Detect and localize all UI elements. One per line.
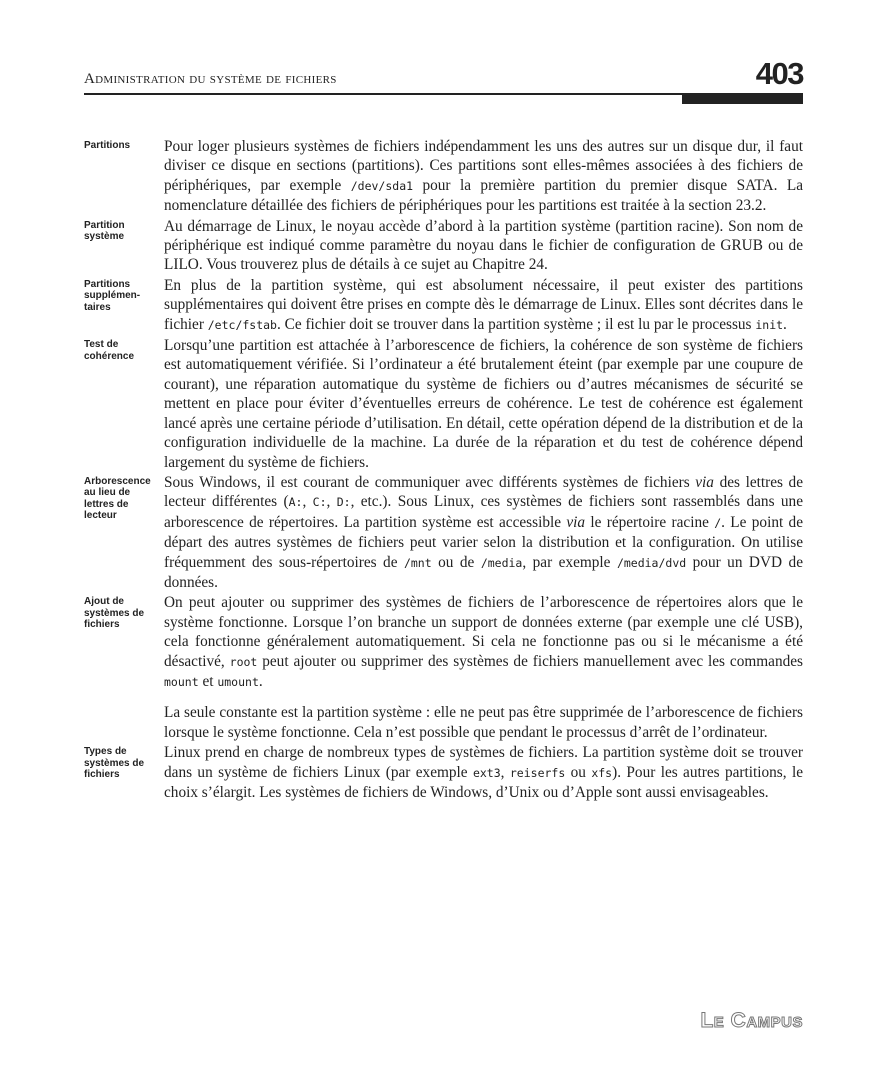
inline-code: /media/dvd <box>616 555 687 570</box>
section <box>84 593 803 692</box>
text-run: pour un DVD de données. <box>164 553 803 591</box>
text-run: Pour loger plusieurs systèmes de fichiers indépendamment les uns des autres sur un disque dur, il faut diviser ce disque en sections (partitions). Ces partitions sont elles-mêmes associées à des fichiers de périphériques, par exemple <box>164 138 803 194</box>
margin-label: Types de systèmes de fichiers <box>84 746 145 781</box>
text-run: ou de <box>431 553 481 571</box>
text-run: La seule constante est la partition système : elle ne peut pas être supprimée de l’arborescence de fichiers lorsque le système fonctionne. Cela n’est possible que pendant le processus d’arrêt de l’ordinateur. <box>164 704 803 741</box>
italic-text: via <box>566 513 586 531</box>
text-run: . <box>783 315 787 333</box>
publisher-logo: Le Campus <box>700 1009 803 1032</box>
section <box>84 137 803 216</box>
text-run: En plus de la partition système, qui est absolument nécessaire, il peut exister des partitions supplémentaires qui doivent être prises en compte dès le démarrage de Linux. Elles sont décrites dans le fichier <box>164 276 803 333</box>
inline-code: /dev/sda1 <box>350 178 414 193</box>
text-run: peut ajouter ou supprimer des systèmes de fichiers manuellement avec les commandes <box>257 652 803 670</box>
paragraph <box>164 743 803 802</box>
text-run: , <box>500 763 510 781</box>
section <box>84 703 803 742</box>
section <box>84 473 803 592</box>
text-run: Sous Windows, il est courant de communiquer avec différents systèmes de fichiers <box>164 473 696 491</box>
inline-code: /mnt <box>403 555 432 570</box>
header-rule-bar <box>682 95 803 104</box>
inline-code: umount <box>217 674 259 689</box>
text-run: , etc.). Sous Linux, ces systèmes de fichiers sont rassemblés dans une arborescence de répertoires. La partition système est accessible <box>164 493 803 531</box>
margin-label: Partitions <box>84 140 131 151</box>
inline-code: /media <box>480 555 523 570</box>
text-run: pour la première partition du premier disque SATA. La nomenclature détaillée des fichiers de périphériques pour les partitions est traitée à la section 23.2. <box>164 176 803 215</box>
inline-code: ext3 <box>472 765 501 780</box>
text-run: Lorsqu’une partition est attachée à l’arborescence de fichiers, la cohérence de son système de fichiers est automatiquement vérifiée. Si l’ordinateur a été brutalement éteint (par exemple par une coupure de courant), une réparation automatique du système de fichiers ou d’autres mécanismes de sécurité se mettent en place pour éviter d’éventuelles erreurs de cohérence. Le test de cohérence est également lancé après une certaine période d’utilisation. En détail, cette opération dépend de la distribution et de la configuration individuelle de la machine. La durée de la réparation et du test de cohérence dépend largement du système de fichiers. <box>164 337 803 471</box>
text-run: , <box>326 493 337 511</box>
inline-code: reiserfs <box>509 765 566 780</box>
margin-label: Partitions supplémen-taires <box>84 278 141 313</box>
inline-code: init <box>755 317 784 332</box>
paragraph <box>164 276 803 335</box>
inline-code: xfs <box>591 765 613 780</box>
text-run: et <box>198 672 218 690</box>
text-run: le répertoire racine <box>585 513 715 531</box>
text-run: ou <box>565 763 592 781</box>
text-run: . <box>258 672 263 690</box>
text-run: , par exemple <box>522 553 617 571</box>
text-run: On peut ajouter ou supprimer des systèmes de fichiers de l’arborescence de répertoires alors que le système fonctionne. Lorsque l’on branche un support de données externe (par exemple une clé USB), cela fonctionne généralement automatiquement. Si cela ne fonctionne pas ou si le mécanisme a été désactivé, <box>164 594 803 670</box>
italic-text: via <box>695 473 714 491</box>
inline-code: root <box>229 654 258 669</box>
margin-label: Test de cohérence <box>84 339 135 362</box>
page-header <box>84 56 803 94</box>
text-run: , <box>302 493 313 511</box>
running-header-title: Administration du système de fichiers <box>84 71 337 87</box>
paragraph <box>164 336 803 472</box>
paragraph <box>164 137 803 216</box>
text-run: . Ce fichier doit se trouver dans la partition système ; il est lu par le processus <box>277 315 756 333</box>
inline-code: mount <box>164 674 199 689</box>
margin-label: Partition système <box>84 219 125 243</box>
margin-label: Arborescence au lieu de lettres de lecteur <box>84 475 151 522</box>
text-run: des lettres de lecteur différentes ( <box>164 473 803 511</box>
paragraph <box>164 217 803 275</box>
section <box>84 276 803 335</box>
text-run: . Le point de départ des autres systèmes de fichiers peut varier selon la distribution et la configuration. On utilise fréquemment des sous-répertoires de <box>164 513 803 571</box>
inline-code: C: <box>312 495 327 510</box>
paragraph <box>164 703 803 742</box>
paragraph <box>164 593 803 692</box>
text-run: ). Pour les autres partitions, le choix s’élargit. Les systèmes de fichiers de Windows, d’Unix ou d’Apple sont aussi envisageables. <box>164 763 803 801</box>
page-number: 403 <box>755 56 803 91</box>
margin-label: Ajout de systèmes de fichiers <box>84 596 145 631</box>
text-run: Au démarrage de Linux, le noyau accède d’abord à la partition système (partition racine). Son nom de périphérique est indiqué comme paramètre du noyau dans le fichier de configuration de GRUB ou de LILO. Vous trouverez plus de détails à ce sujet au Chapitre 24. <box>164 217 803 274</box>
section <box>84 336 803 472</box>
inline-code: A: <box>288 495 303 510</box>
inline-code: /etc/fstab <box>207 317 277 332</box>
paragraph <box>164 473 803 592</box>
section <box>84 743 803 802</box>
page-body <box>84 137 803 803</box>
inline-code: / <box>714 515 722 530</box>
text-run: Linux prend en charge de nombreux types de systèmes de fichiers. La partition système doit se trouver dans un système de fichiers Linux (par exemple <box>164 744 803 781</box>
section <box>84 217 803 275</box>
inline-code: D: <box>336 495 351 510</box>
